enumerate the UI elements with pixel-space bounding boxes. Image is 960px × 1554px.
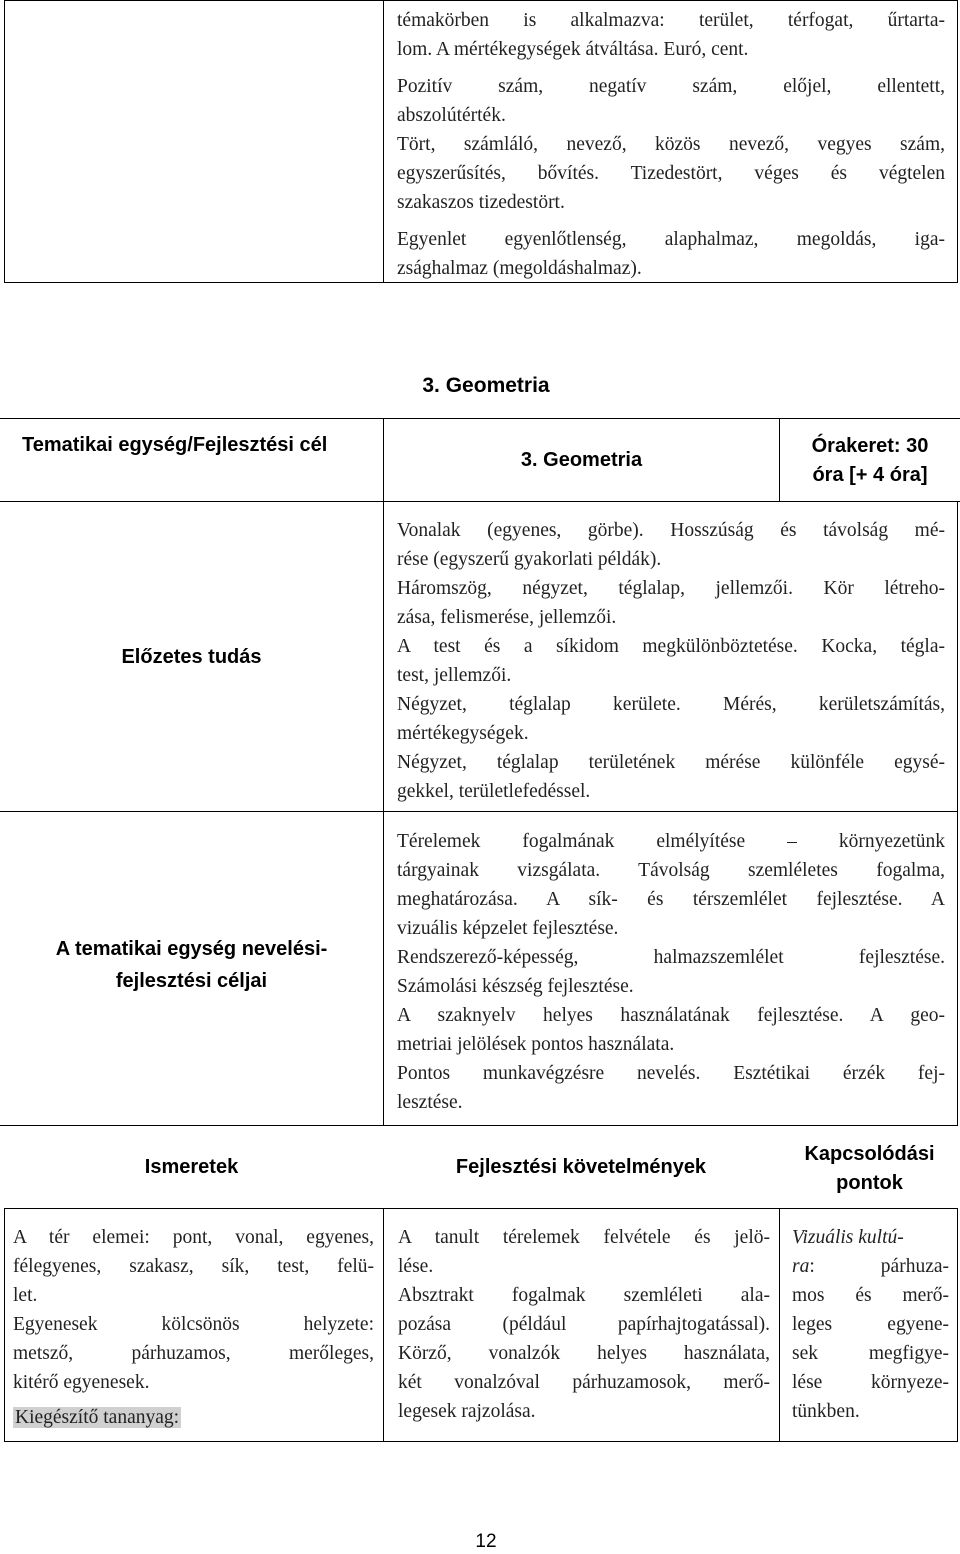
- goals-label-line: A tematikai egység nevelési-: [55, 938, 328, 960]
- prior-knowledge-text: [383, 502, 958, 812]
- content-col-requirements: [383, 1208, 780, 1442]
- supplementary-label: Kiegészítő tananyag:: [15, 1407, 180, 1428]
- connection-subject: ra: [792, 1256, 810, 1277]
- supplementary-label-line: [13, 1403, 374, 1432]
- text-line: lesztése.: [397, 1092, 463, 1113]
- col-header-line: Kapcsolódási: [804, 1143, 935, 1165]
- text-line: témakörben is alkalmazva: terület, térfogat, űrtarta-: [397, 10, 945, 31]
- text-line: zsághalmaz (megoldáshalmaz).: [397, 258, 642, 279]
- text-line: pozása (például papírhajtogatással).: [398, 1314, 770, 1335]
- text-line: Számolási készség fejlesztése.: [397, 976, 634, 997]
- goals-label: [0, 933, 383, 997]
- text-line: Térelemek fogalmának elmélyítése – környezetünk: [397, 831, 945, 852]
- text-line: Absztrakt fogalmak szemléleti ala-: [398, 1285, 770, 1306]
- text-line: Vonalak (egyenes, görbe). Hosszúság és távolság mé-: [397, 520, 945, 541]
- text-line: Körző, vonalzók helyes használata,: [398, 1343, 770, 1364]
- col-header-ismeretek: Ismeretek: [144, 1155, 239, 1178]
- goals-text: [383, 812, 958, 1126]
- text-line: A tanult térelemek felvétele és jelö-: [398, 1227, 770, 1248]
- text-line: [792, 1223, 949, 1252]
- text-line: Háromszög, négyzet, téglalap, jellemzői. Kör létreho-: [397, 578, 945, 599]
- hours-value: óra [+ 4 óra]: [812, 464, 928, 486]
- text-line: Négyzet, téglalap kerülete. Mérés, kerületszámítás,: [397, 694, 945, 715]
- page-number: 12: [475, 1531, 497, 1552]
- connection-text: : párhuza-: [809, 1256, 949, 1277]
- row-divider: [0, 811, 383, 812]
- text-line: Rendszerező-képesség, halmazszemlélet fejlesztése.: [397, 947, 945, 968]
- text-line: egyszerűsítés, bővítés. Tizedestört, véges és végtelen: [397, 163, 945, 184]
- content-col-knowledge: [4, 1208, 384, 1442]
- text-line: let.: [13, 1285, 38, 1306]
- text-line: lom. A mértékegységek átváltása. Euró, cent.: [397, 39, 749, 60]
- text-line: metriai jelölések pontos használata.: [397, 1034, 675, 1055]
- text-line: rése (egyszerű gyakorlati példák).: [397, 549, 662, 570]
- text-line: Négyzet, téglalap területének mérése különféle egysé-: [397, 752, 945, 773]
- text-line: A szaknyelv helyes használatának fejlesztése. A geo-: [397, 1005, 945, 1026]
- text-line: leges egyene-: [792, 1314, 949, 1335]
- text-line: szakaszos tizedestört.: [397, 192, 565, 213]
- content-col-connections: [779, 1208, 958, 1442]
- text-line: lése környeze-: [792, 1372, 949, 1393]
- goals-label-line: fejlesztési céljai: [115, 970, 268, 992]
- text-line: tárgyainak vizsgálata. Távolság szemléletes fogalma,: [397, 860, 945, 881]
- connection-subject: Vizuális kultú-: [792, 1227, 904, 1248]
- text-line: test, jellemzői.: [397, 665, 512, 686]
- text-line: zása, felismerése, jellemzői.: [397, 607, 617, 628]
- unit-label: Tematikai egység/Fejlesztési cél: [22, 434, 328, 456]
- top-table-left-cell: [4, 0, 384, 283]
- text-line: Pontos munkavégzésre nevelés. Esztétikai érzék fej-: [397, 1063, 945, 1084]
- prior-knowledge-label: Előzetes tudás: [121, 645, 262, 668]
- section-title: 3. Geometria: [422, 374, 550, 397]
- text-line: gekkel, területlefedéssel.: [397, 781, 591, 802]
- text-line: Egyenesek kölcsönös helyzete:: [13, 1314, 374, 1335]
- col-header-fejlesztesi: Fejlesztési követelmények: [455, 1155, 707, 1178]
- text-line: metsző, párhuzamos, merőleges,: [13, 1343, 374, 1364]
- text-line: A test és a síkidom megkülönböztetése. Kocka, tégla-: [397, 636, 945, 657]
- text-line: lése.: [398, 1256, 434, 1277]
- text-line: vizuális képzelet fejlesztése.: [397, 918, 619, 939]
- text-line: A tér elemei: pont, vonal, egyenes,: [13, 1227, 374, 1248]
- col-header-line: pontok: [836, 1172, 903, 1194]
- top-table-right-cell: [383, 0, 958, 283]
- hours-cell: [779, 418, 960, 502]
- unit-name: 3. Geometria: [383, 418, 779, 502]
- text-line: mértékegységek.: [397, 723, 529, 744]
- text-line: két vonalzóval párhuzamosok, merő-: [398, 1372, 770, 1393]
- text-line: kitérő egyenesek.: [13, 1372, 150, 1393]
- text-line: sek megfigye-: [792, 1343, 949, 1364]
- text-line: legesek rajzolása.: [398, 1401, 536, 1422]
- text-line: Pozitív szám, negatív szám, előjel, ellentett,: [397, 76, 945, 97]
- hours-label: Órakeret: 30: [811, 435, 929, 457]
- text-line: [792, 1252, 949, 1281]
- text-line: félegyenes, szakasz, sík, test, felü-: [13, 1256, 374, 1277]
- text-line: tünkben.: [792, 1401, 860, 1422]
- text-line: mos és merő-: [792, 1285, 949, 1306]
- text-line: Egyenlet egyenlőtlenség, alaphalmaz, megoldás, iga-: [397, 229, 945, 250]
- text-line: Tört, számláló, nevező, közös nevező, vegyes szám,: [397, 134, 945, 155]
- text-line: abszolútérték.: [397, 105, 506, 126]
- col-header-kapcsolodasi: [779, 1140, 960, 1198]
- text-line: meghatározása. A sík- és térszemlélet fejlesztése. A: [397, 889, 945, 910]
